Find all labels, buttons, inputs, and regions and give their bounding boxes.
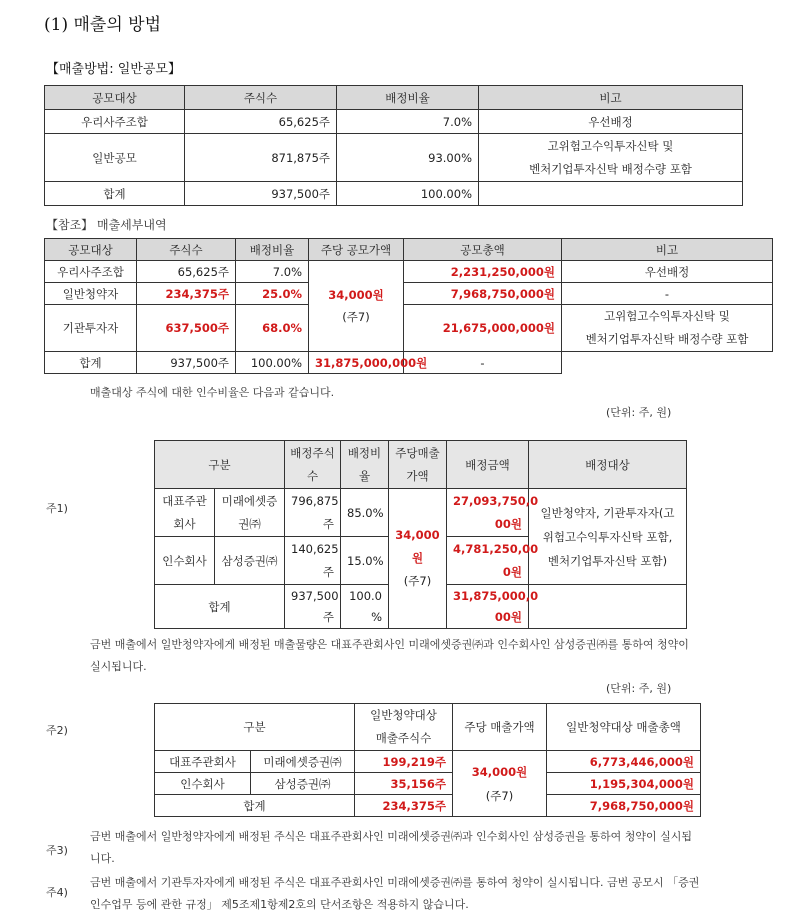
cell: 234,375주 — [137, 283, 236, 305]
section-title: (1) 매출의 방법 — [44, 15, 161, 35]
cell: 15.0% — [341, 537, 389, 585]
table-row — [45, 352, 773, 374]
note1-text — [90, 634, 750, 678]
price-note: (주7) — [342, 310, 370, 324]
note4-text — [90, 872, 770, 911]
cell: 7.0% — [337, 110, 479, 134]
cell-line: 00원 — [494, 609, 522, 624]
cell — [215, 489, 285, 537]
table-row — [155, 489, 687, 537]
col-header: 공모대상 — [45, 86, 185, 110]
sale-detail-table — [44, 238, 773, 374]
cell — [479, 182, 743, 206]
hdr-line: 배정주식 — [290, 445, 335, 460]
note4-label: 주4) — [46, 886, 68, 899]
unit-text-2: (단위: 주, 원) — [606, 682, 672, 695]
cell: 삼성증권㈜ — [215, 537, 285, 585]
cell-line: 0원 — [502, 564, 522, 579]
note3-label: 주3) — [46, 844, 68, 857]
cell-line: 31,875,000,0 — [453, 588, 539, 603]
cell: 합계 — [45, 182, 185, 206]
hdr-line: 일반청약대상 — [370, 708, 437, 722]
cell: 2,231,250,000원 — [404, 261, 562, 283]
col-header: 비고 — [479, 86, 743, 110]
cell: 우선배정 — [562, 261, 773, 283]
cell: 65,625주 — [137, 261, 236, 283]
cell-line: 회사 — [173, 516, 196, 531]
cell-line: 00원 — [494, 516, 522, 531]
underwriting-ratio-table — [154, 440, 687, 629]
cell: 871,875주 — [185, 134, 337, 182]
remark-line: 고위험고수익투자신탁 및 — [604, 309, 730, 323]
cell: 7.0% — [236, 261, 309, 283]
hdr-line: 율 — [358, 468, 371, 483]
cell: 100.00% — [337, 182, 479, 206]
note-line: 니다. — [90, 852, 115, 865]
price-value: 34,000원 — [328, 288, 384, 302]
note1-label: 주1) — [46, 502, 68, 515]
table-row — [45, 261, 773, 283]
col-header: 주당 매출가액 — [453, 704, 547, 751]
cell: 937,500주 — [185, 182, 337, 206]
price-cell — [453, 751, 547, 817]
cell-line: 주 — [322, 564, 334, 579]
cell-line: 140,625 — [291, 541, 339, 556]
remark-line: 벤처기업투자신탁 배정수량 포함 — [529, 161, 692, 176]
cell: 35,156주 — [355, 773, 453, 795]
col-header — [341, 441, 389, 489]
method-title: 【매출방법: 일반공모】 — [46, 62, 181, 77]
cell: 일반청약자 — [45, 283, 137, 305]
target-line: 벤처기업투자신탁 포함) — [547, 553, 668, 568]
cell: 합계 — [155, 795, 355, 817]
cell — [285, 537, 341, 585]
cell — [447, 537, 539, 585]
col-header — [389, 441, 447, 489]
col-header: 주당 공모가액 — [309, 239, 404, 261]
col-header: 배정비율 — [236, 239, 309, 261]
cell: 85.0% — [341, 489, 389, 537]
cell-line: 주 — [322, 609, 334, 624]
cell-line: 27,093,750,0 — [453, 493, 539, 508]
cell: 68.0% — [236, 305, 309, 352]
cell-line: % — [371, 609, 382, 624]
cell — [285, 489, 341, 537]
unit-text: (단위: 주, 원) — [606, 406, 672, 419]
col-header: 공모총액 — [404, 239, 562, 261]
offering-method-table — [44, 85, 743, 206]
price-value: 34,000원 — [395, 528, 440, 565]
cell: 대표주관회사 — [155, 751, 251, 773]
cell-line: 4,781,250,00 — [453, 541, 539, 556]
cell-line: 937,500 — [291, 588, 339, 603]
hdr-line: 가액 — [406, 468, 429, 483]
ref-title: 【참조】 매출세부내역 — [46, 218, 167, 232]
hdr-line: 주당매출 — [395, 445, 440, 460]
cell: 7,968,750,000원 — [404, 283, 562, 305]
note-line: 금번 매출에서 일반청약자에게 배정된 주식은 대표주관회사인 미래에셋증권㈜과 인수회사인 삼성증권을 통하여 청약이 실시됩 — [90, 830, 693, 843]
table-row — [45, 283, 773, 305]
cell — [285, 585, 341, 629]
hdr-line: 배정비 — [347, 445, 382, 460]
cell: 65,625주 — [185, 110, 337, 134]
cell: 199,219주 — [355, 751, 453, 773]
cell: 100.00% — [236, 352, 309, 374]
target-line: 위험고수익투자신탁 포함, — [542, 529, 673, 544]
cell: 인수회사 — [155, 773, 251, 795]
table-row — [155, 751, 701, 773]
cell — [479, 134, 743, 182]
price-cell — [309, 261, 404, 352]
cell: 93.00% — [337, 134, 479, 182]
col-header: 주식수 — [185, 86, 337, 110]
cell: 인수회사 — [155, 537, 215, 585]
price-note: (주7) — [403, 574, 432, 588]
cell: - — [562, 283, 773, 305]
intro-text: 매출대상 주식에 대한 인수비율은 다음과 같습니다. — [90, 386, 335, 399]
col-header: 배정대상 — [529, 441, 687, 489]
cell: - — [404, 352, 562, 374]
cell: 합계 — [45, 352, 137, 374]
cell-line: 796,875 — [291, 493, 339, 508]
cell: 우리사주조합 — [45, 110, 185, 134]
cell: 1,195,304,000원 — [547, 773, 701, 795]
col-header: 일반청약대상 매출총액 — [547, 704, 701, 751]
remark-line: 고위험고수익투자신탁 및 — [547, 138, 674, 153]
note-line: 인수업무 등에 관한 규정」 제5조제1항제2호의 단서조항은 적용하지 않습니다. — [90, 898, 469, 911]
col-header: 주식수 — [137, 239, 236, 261]
target-cell — [529, 489, 687, 585]
cell: 우리사주조합 — [45, 261, 137, 283]
note-line: 금번 매출에서 기관투자자에게 배정된 주식은 대표주관회사인 미래에셋증권㈜를 통하여 청약이 실시됩니다. 금번 공모시 「증권 — [90, 876, 700, 889]
cell: 기관투자자 — [45, 305, 137, 352]
cell — [447, 585, 539, 629]
cell: 234,375주 — [355, 795, 453, 817]
col-header: 배정비율 — [337, 86, 479, 110]
table-row — [45, 110, 743, 134]
cell: 937,500주 — [137, 352, 236, 374]
cell-line: 미래에셋증 — [221, 493, 278, 508]
target-line: 일반청약자, 기관투자자(고 — [540, 505, 675, 520]
remark-line: 벤처기업투자신탁 배정수량 포함 — [585, 332, 749, 346]
col-header — [285, 441, 341, 489]
cell — [341, 585, 389, 629]
table-row — [155, 795, 701, 817]
table-row — [45, 134, 743, 182]
cell: 21,675,000,000원 — [404, 305, 562, 352]
cell: 일반공모 — [45, 134, 185, 182]
hdr-line: 수 — [306, 468, 319, 483]
cell: 25.0% — [236, 283, 309, 305]
table-row — [155, 773, 701, 795]
cell — [529, 585, 687, 629]
table-row — [45, 305, 773, 352]
col-header — [355, 704, 453, 751]
note3-text — [90, 826, 770, 870]
cell: 6,773,446,000원 — [547, 751, 701, 773]
subscriber-allocation-table — [154, 703, 701, 817]
price-note: (주7) — [485, 788, 514, 803]
cell-line: 대표주관 — [162, 493, 207, 508]
col-header: 비고 — [562, 239, 773, 261]
col-header: 구분 — [155, 441, 285, 489]
col-header: 구분 — [155, 704, 355, 751]
cell-line: 주 — [322, 516, 334, 531]
note2-label: 주2) — [46, 724, 68, 737]
col-header: 공모대상 — [45, 239, 137, 261]
cell — [562, 305, 773, 352]
cell: 미래에셋증권㈜ — [251, 751, 355, 773]
price-cell — [389, 489, 447, 629]
price-value: 34,000원 — [471, 764, 528, 779]
cell — [155, 489, 215, 537]
cell: 우선배정 — [479, 110, 743, 134]
cell: 31,875,000,000원 — [309, 352, 404, 374]
cell: 삼성증권㈜ — [251, 773, 355, 795]
cell: 합계 — [155, 585, 285, 629]
col-header: 배정금액 — [447, 441, 529, 489]
cell: 637,500주 — [137, 305, 236, 352]
note-line: 금번 매출에서 일반청약자에게 배정된 매출물량은 대표주관회사인 미래에셋증권㈜과 인수회사인 삼성증권㈜를 통하여 청약이 — [90, 638, 689, 651]
cell-line: 권㈜ — [238, 516, 261, 531]
cell: 7,968,750,000원 — [547, 795, 701, 817]
cell-line: 100.0 — [349, 588, 382, 603]
table-row — [45, 182, 743, 206]
hdr-line: 매출주식수 — [375, 731, 432, 745]
cell — [447, 489, 539, 537]
note-line: 실시됩니다. — [90, 660, 147, 673]
